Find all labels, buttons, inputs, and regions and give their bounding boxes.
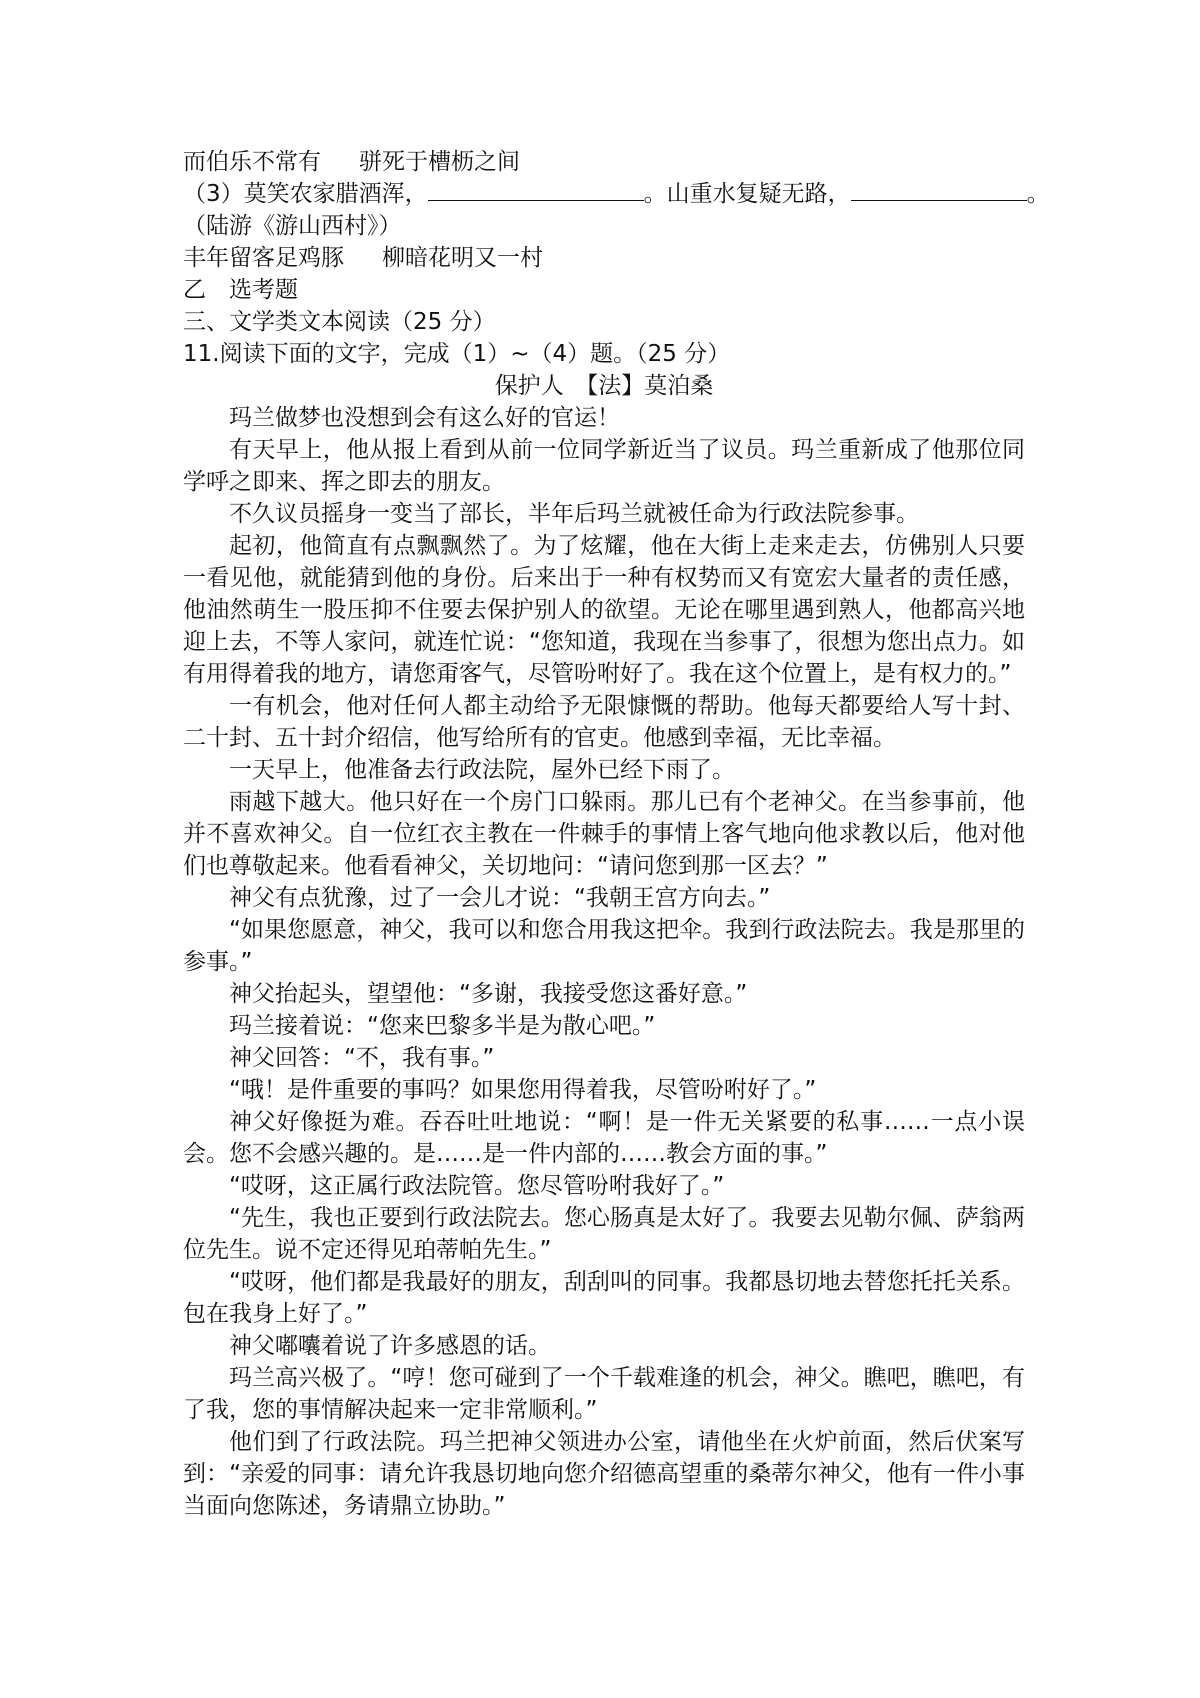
story-paragraph: 玛兰高兴极了。“哼！您可碰到了一个千载难逢的机会，神父。瞧吧，瞧吧，有了我，您的事情解决起来一定非常顺利。” bbox=[183, 1365, 1025, 1423]
answer-text: 丰年留客足鸡豚 bbox=[183, 245, 344, 271]
question-3-line bbox=[183, 178, 1050, 210]
answer-text: 而伯乐不常有 bbox=[183, 149, 321, 175]
answer-line-3 bbox=[183, 242, 1025, 274]
story-paragraph: 起初，他简直有点飘飘然了。为了炫耀，他在大街上走来走去，仿佛别人只要一看见他，就能猜到他的身份。后来出于一种有权势而又有宽宏大量者的责任感，他油然萌生一股压抑不住要去保护别人的欲望。无论在哪里遇到熟人，他都高兴地迎上去，不等人家问，就连忙说：“您知道，我现在当参事了，很想为您出点力。如有用得着我的地方，请您甭客气，尽管吩咐好了。我在这个位置上，是有权力的。” bbox=[183, 533, 1025, 687]
story-paragraph: 不久议员摇身一变当了部长，半年后玛兰就被任命为行政法院参事。 bbox=[229, 501, 919, 527]
question-text: 。 bbox=[1026, 181, 1050, 207]
story-paragraph: 神父好像挺为难。吞吞吐吐地说：“啊！是一件无关紧要的私事……一点小误会。您不会感兴趣的。是……是一件内部的……教会方面的事。” bbox=[183, 1109, 1025, 1167]
question-text: （3）莫笑农家腊酒浑， bbox=[183, 181, 428, 207]
story-paragraph: 他们到了行政法院。玛兰把神父领进办公室，请他坐在火炉前面，然后伏案写到：“亲爱的同事：请允许我恳切地向您介绍德高望重的桑蒂尔神父，他有一件小事当面向您陈述，务请鼎立协助。” bbox=[183, 1429, 1025, 1519]
story-paragraph: “哎呀，这正属行政法院管。您尽管吩咐我好了。” bbox=[229, 1173, 725, 1199]
answer-text: 骈死于槽枥之间 bbox=[359, 149, 520, 175]
question-3-source: （陆游《游山西村》） bbox=[183, 213, 402, 239]
answer-line-1 bbox=[183, 146, 1025, 178]
story-paragraph: 玛兰做梦也没想到会有这么好的官运！ bbox=[229, 405, 620, 431]
story-paragraph: “哎呀，他们都是我最好的朋友，刮刮叫的同事。我都恳切地去替您托托关系。包在我身上好了。” bbox=[183, 1269, 1025, 1327]
answer-text: 柳暗花明又一村 bbox=[382, 245, 543, 271]
question-text: 。山重水复疑无路， bbox=[643, 181, 851, 207]
section-optional-heading: 乙 选考题 bbox=[183, 277, 298, 303]
story-paragraph: “如果您愿意，神父，我可以和您合用我这把伞。我到行政法院去。我是那里的参事。” bbox=[183, 917, 1025, 975]
story-paragraph: 一天早上，他准备去行政法院，屋外已经下雨了。 bbox=[229, 757, 735, 783]
story-paragraph: 玛兰接着说：“您来巴黎多半是为散心吧。” bbox=[229, 1013, 656, 1039]
fill-blank bbox=[851, 178, 1027, 201]
story-paragraph: 神父抬起头，望望他：“多谢，我接受您这番好意。” bbox=[229, 981, 748, 1007]
story-paragraph: “先生，我也正要到行政法院去。您心肠真是太好了。我要去见勒尔佩、萨翁两位先生。说不定还得见珀蒂帕先生。” bbox=[183, 1205, 1025, 1263]
fill-blank bbox=[428, 178, 644, 201]
section-part3-heading: 三、文学类文本阅读（25 分） bbox=[183, 309, 496, 335]
story-paragraph: 有天早上，他从报上看到从前一位同学新近当了议员。玛兰重新成了他那位同学呼之即来、挥之即去的朋友。 bbox=[183, 437, 1025, 495]
story-paragraph: 神父回答：“不，我有事。” bbox=[229, 1045, 495, 1071]
story-paragraph: 神父嘟囔着说了许多感恩的话。 bbox=[229, 1333, 551, 1359]
story-title: 保护人 【法】莫泊桑 bbox=[494, 373, 714, 399]
story-paragraph: 雨越下越大。他只好在一个房门口躲雨。那儿已有个老神父。在当参事前，他并不喜欢神父。自一位红衣主教在一件棘手的事情上客气地向他求教以后，他对他们也尊敬起来。他看看神父，关切地问：“请问您到那一区去？” bbox=[183, 789, 1025, 879]
question-11-prompt: 11.阅读下面的文字，完成（1）~（4）题。（25 分） bbox=[183, 341, 731, 367]
story-paragraph: “哦！是件重要的事吗？如果您用得着我，尽管吩咐好了。” bbox=[229, 1077, 817, 1103]
story-paragraph: 一有机会，他对任何人都主动给予无限慷慨的帮助。他每天都要给人写十封、二十封、五十封介绍信，他写给所有的官吏。他感到幸福，无比幸福。 bbox=[183, 693, 1025, 751]
story-paragraph: 神父有点犹豫，过了一会儿才说：“我朝王宫方向去。” bbox=[229, 885, 771, 911]
document-page bbox=[183, 146, 1050, 1522]
